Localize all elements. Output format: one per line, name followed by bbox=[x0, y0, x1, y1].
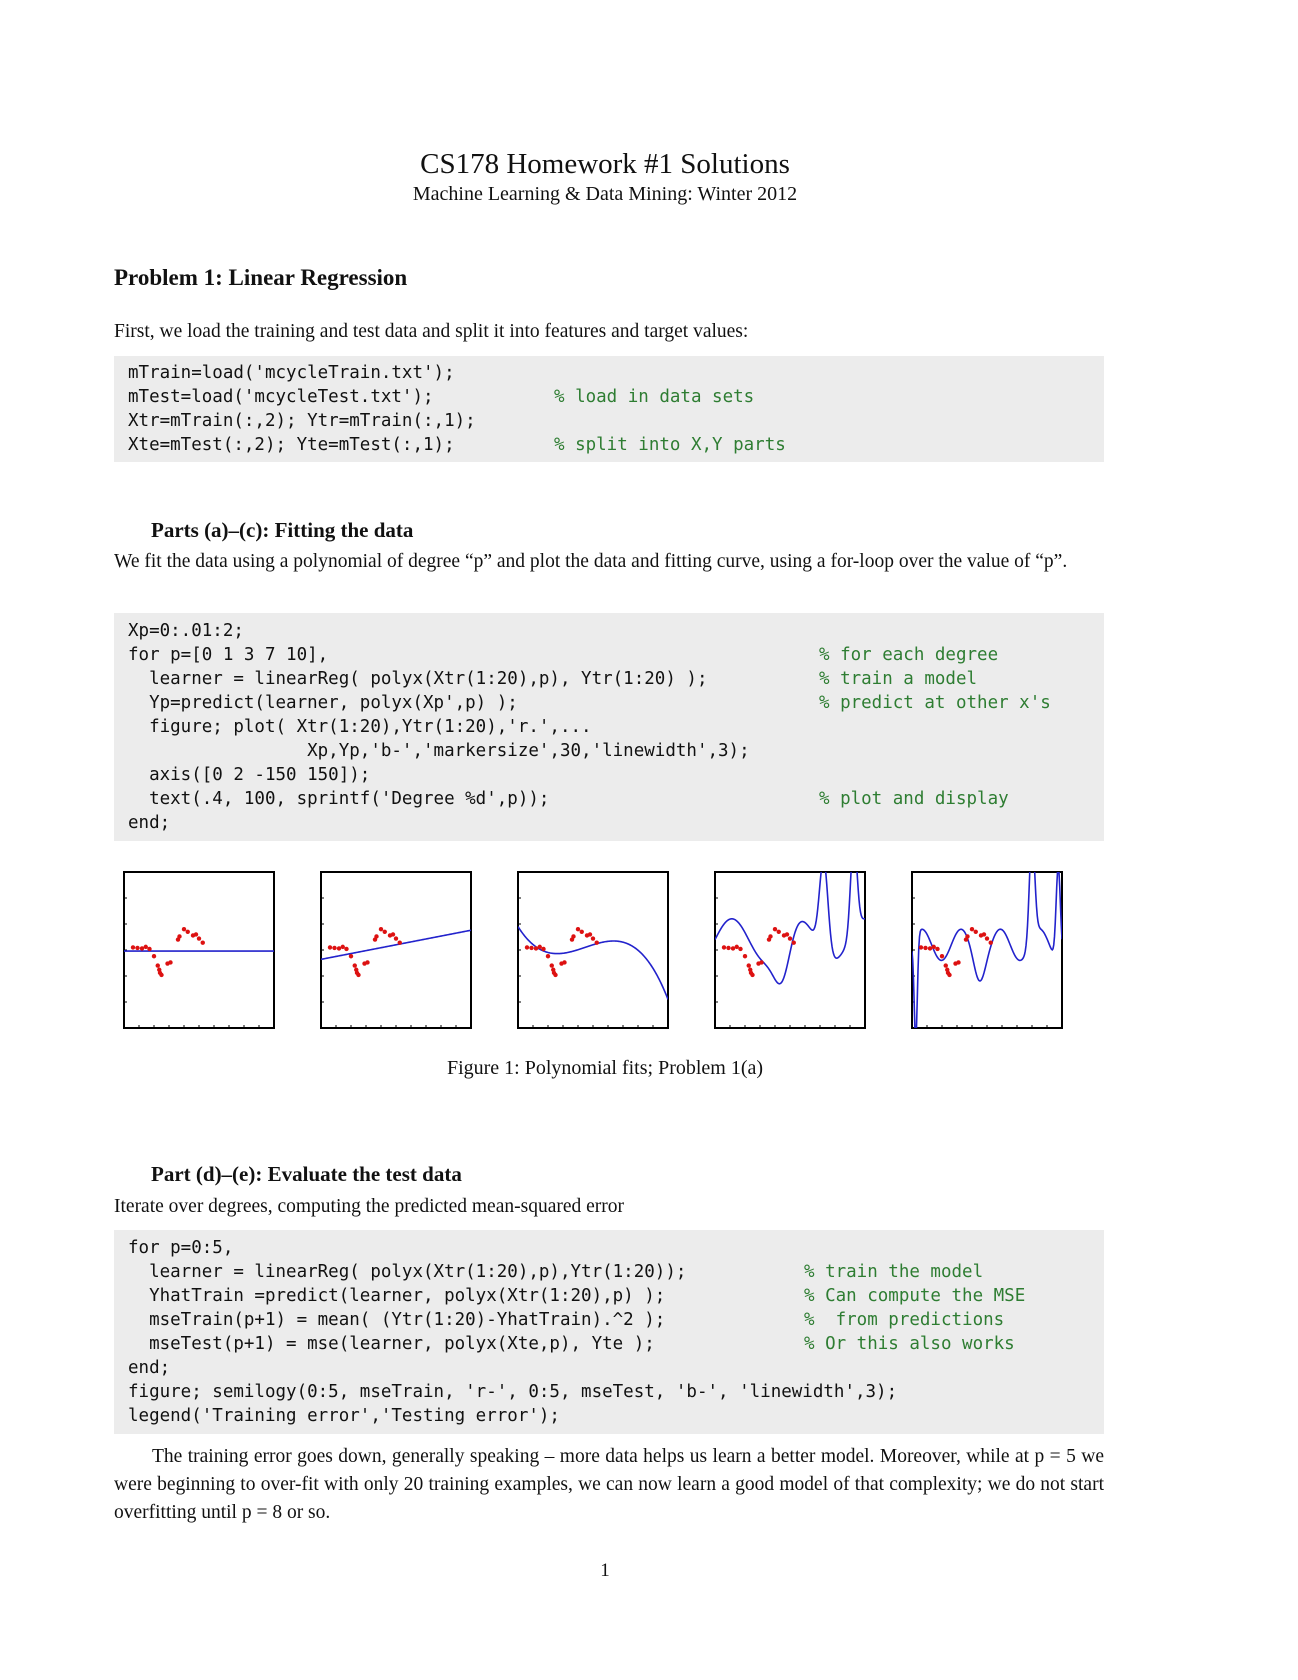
code-line: mTest=load('mcycleTest.txt'); bbox=[128, 387, 434, 407]
plot-canvas bbox=[514, 868, 672, 1032]
code-comment: % train a model bbox=[819, 669, 978, 689]
conclusion-paragraph: The training error goes down, generally speaking – more data helps us learn a better model. Moreover, while at p = 5 we were beginning to over-fit with only 20 training examples, we can now learn a good model of that complexity; we do not start overfitting until p = 8 or so. bbox=[114, 1446, 1104, 1523]
data-point bbox=[391, 932, 395, 936]
code-line: figure; semilogy(0:5, mseTrain, 'r-', 0:5, mseTest, 'b-', 'linewidth',3); bbox=[128, 1382, 898, 1402]
data-point bbox=[956, 960, 960, 964]
code-line: Xp=0:.01:2; bbox=[128, 621, 244, 641]
data-point bbox=[131, 945, 135, 949]
code-line: for p=[0 1 3 7 10], bbox=[128, 645, 329, 665]
data-point bbox=[588, 932, 592, 936]
problem-1-intro: First, we load the training and test data and split it into features and target values: bbox=[114, 321, 749, 342]
data-point bbox=[328, 945, 332, 949]
data-point bbox=[947, 973, 951, 977]
code-line: end; bbox=[128, 813, 171, 833]
data-point bbox=[182, 927, 186, 931]
code-comment: % from predictions bbox=[804, 1310, 1005, 1330]
data-point bbox=[747, 963, 751, 967]
data-point bbox=[197, 936, 201, 940]
data-point bbox=[792, 941, 796, 945]
figure-1-plots bbox=[120, 868, 1110, 1038]
code-comment: % predict at other x's bbox=[819, 693, 1051, 713]
polyfit-plot-degree-7 bbox=[711, 868, 869, 1032]
data-point bbox=[965, 934, 969, 938]
code-comment: % Or this also works bbox=[804, 1334, 1015, 1354]
data-point bbox=[525, 945, 529, 949]
parts-a-c-text: We fit the data using a polynomial of degree “p” and plot the data and fitting curve, using a for-loop over the value of “p”. bbox=[114, 551, 1068, 572]
data-point bbox=[168, 960, 172, 964]
data-point bbox=[735, 945, 739, 949]
data-point bbox=[349, 954, 353, 958]
data-point bbox=[722, 945, 726, 949]
data-point bbox=[394, 936, 398, 940]
data-point bbox=[365, 960, 369, 964]
plot-frame bbox=[124, 872, 274, 1028]
code-block-fitting bbox=[114, 613, 1104, 841]
data-point bbox=[194, 932, 198, 936]
data-point bbox=[344, 947, 348, 951]
part-d-e-heading: Part (d)–(e): Evaluate the test data bbox=[151, 1162, 462, 1186]
data-point bbox=[337, 946, 341, 950]
data-point bbox=[562, 960, 566, 964]
data-point bbox=[785, 932, 789, 936]
data-point bbox=[928, 946, 932, 950]
code-line: legend('Training error','Testing error'); bbox=[128, 1406, 560, 1426]
code-line: learner = linearReg( polyx(Xtr(1:20),p), Ytr(1:20) ); bbox=[128, 669, 708, 689]
code-comment: % Can compute the MSE bbox=[804, 1286, 1026, 1306]
data-point bbox=[982, 932, 986, 936]
data-point bbox=[777, 930, 781, 934]
data-point bbox=[919, 945, 923, 949]
data-point bbox=[374, 934, 378, 938]
data-point bbox=[147, 947, 151, 951]
data-point bbox=[550, 963, 554, 967]
code-line: mTrain=load('mcycleTrain.txt'); bbox=[128, 363, 455, 383]
page-number: 1 bbox=[600, 1560, 610, 1581]
data-point bbox=[940, 954, 944, 958]
code-line: mseTest(p+1) = mse(learner, polyx(Xte,p), Yte ); bbox=[128, 1334, 655, 1354]
code-comment: % split into X,Y parts bbox=[554, 435, 786, 455]
plot-canvas bbox=[908, 868, 1066, 1032]
data-point bbox=[529, 946, 533, 950]
data-point bbox=[541, 947, 545, 951]
parts-a-c-heading: Parts (a)–(c): Fitting the data bbox=[151, 518, 414, 542]
data-point bbox=[768, 934, 772, 938]
code-block-evaluate bbox=[114, 1230, 1104, 1434]
data-point bbox=[571, 934, 575, 938]
data-point bbox=[591, 936, 595, 940]
data-point bbox=[726, 946, 730, 950]
data-point bbox=[152, 954, 156, 958]
data-point bbox=[743, 954, 747, 958]
data-point bbox=[177, 934, 181, 938]
data-point bbox=[731, 946, 735, 950]
code-line: axis([0 2 -150 150]); bbox=[128, 765, 371, 785]
data-point bbox=[135, 946, 139, 950]
plot-canvas bbox=[120, 868, 278, 1032]
data-point bbox=[750, 973, 754, 977]
data-point bbox=[759, 960, 763, 964]
data-point bbox=[989, 941, 993, 945]
data-point bbox=[580, 930, 584, 934]
code-line: for p=0:5, bbox=[128, 1238, 234, 1258]
data-point bbox=[546, 954, 550, 958]
problem-1-heading: Problem 1: Linear Regression bbox=[114, 265, 408, 290]
data-point bbox=[140, 946, 144, 950]
data-point bbox=[534, 946, 538, 950]
code-line: Xte=mTest(:,2); Yte=mTest(:,1); bbox=[128, 435, 455, 455]
data-point bbox=[985, 936, 989, 940]
data-point bbox=[538, 945, 542, 949]
code-comment: % plot and display bbox=[819, 789, 1009, 809]
code-line: Xtr=mTrain(:,2); Ytr=mTrain(:,1); bbox=[128, 411, 476, 431]
polyfit-plot-degree-1 bbox=[317, 868, 475, 1032]
data-point bbox=[935, 947, 939, 951]
polyfit-plot-degree-3 bbox=[514, 868, 672, 1032]
data-point bbox=[932, 945, 936, 949]
data-point bbox=[156, 963, 160, 967]
data-point bbox=[923, 946, 927, 950]
code-line: Xp,Yp,'b-','markersize',30,'linewidth',3); bbox=[128, 741, 750, 761]
plot-canvas bbox=[711, 868, 869, 1032]
code-line: end; bbox=[128, 1358, 171, 1378]
code-line: mseTrain(p+1) = mean( (Ytr(1:20)-YhatTrain).^2 ); bbox=[128, 1310, 666, 1330]
data-point bbox=[144, 945, 148, 949]
document-subtitle: Machine Learning & Data Mining: Winter 2012 bbox=[412, 183, 798, 205]
code-line: figure; plot( Xtr(1:20),Ytr(1:20),'r.',... bbox=[128, 717, 592, 737]
code-block-load-data bbox=[114, 356, 1104, 462]
data-point bbox=[738, 947, 742, 951]
plot-frame bbox=[321, 872, 471, 1028]
data-point bbox=[341, 945, 345, 949]
data-point bbox=[356, 973, 360, 977]
data-point bbox=[398, 941, 402, 945]
data-point bbox=[576, 927, 580, 931]
data-point bbox=[970, 927, 974, 931]
part-d-e-text: Iterate over degrees, computing the predicted mean-squared error bbox=[114, 1196, 625, 1217]
data-point bbox=[186, 930, 190, 934]
code-comment: % for each degree bbox=[819, 645, 999, 665]
data-point bbox=[974, 930, 978, 934]
polyfit-plot-degree-10 bbox=[908, 868, 1066, 1032]
data-point bbox=[773, 927, 777, 931]
code-line: Yp=predict(learner, polyx(Xp',p) ); bbox=[128, 693, 518, 713]
data-point bbox=[159, 973, 163, 977]
data-point bbox=[353, 963, 357, 967]
polyfit-plot-degree-0 bbox=[120, 868, 278, 1032]
code-comment: % train the model bbox=[804, 1262, 984, 1282]
code-line: text(.4, 100, sprintf('Degree %d',p)); bbox=[128, 789, 550, 809]
data-point bbox=[379, 927, 383, 931]
code-comment: % load in data sets bbox=[554, 387, 755, 407]
data-point bbox=[201, 941, 205, 945]
document-title: CS178 Homework #1 Solutions bbox=[420, 148, 790, 180]
data-point bbox=[553, 973, 557, 977]
data-point bbox=[332, 946, 336, 950]
data-point bbox=[595, 941, 599, 945]
code-line: learner = linearReg( polyx(Xtr(1:20),p),Ytr(1:20)); bbox=[128, 1262, 687, 1282]
code-line: YhatTrain =predict(learner, polyx(Xtr(1:20),p) ); bbox=[128, 1286, 666, 1306]
data-point bbox=[383, 930, 387, 934]
data-point bbox=[788, 936, 792, 940]
figure-1-caption: Figure 1: Polynomial fits; Problem 1(a) bbox=[446, 1057, 764, 1079]
data-point bbox=[944, 963, 948, 967]
plot-canvas bbox=[317, 868, 475, 1032]
